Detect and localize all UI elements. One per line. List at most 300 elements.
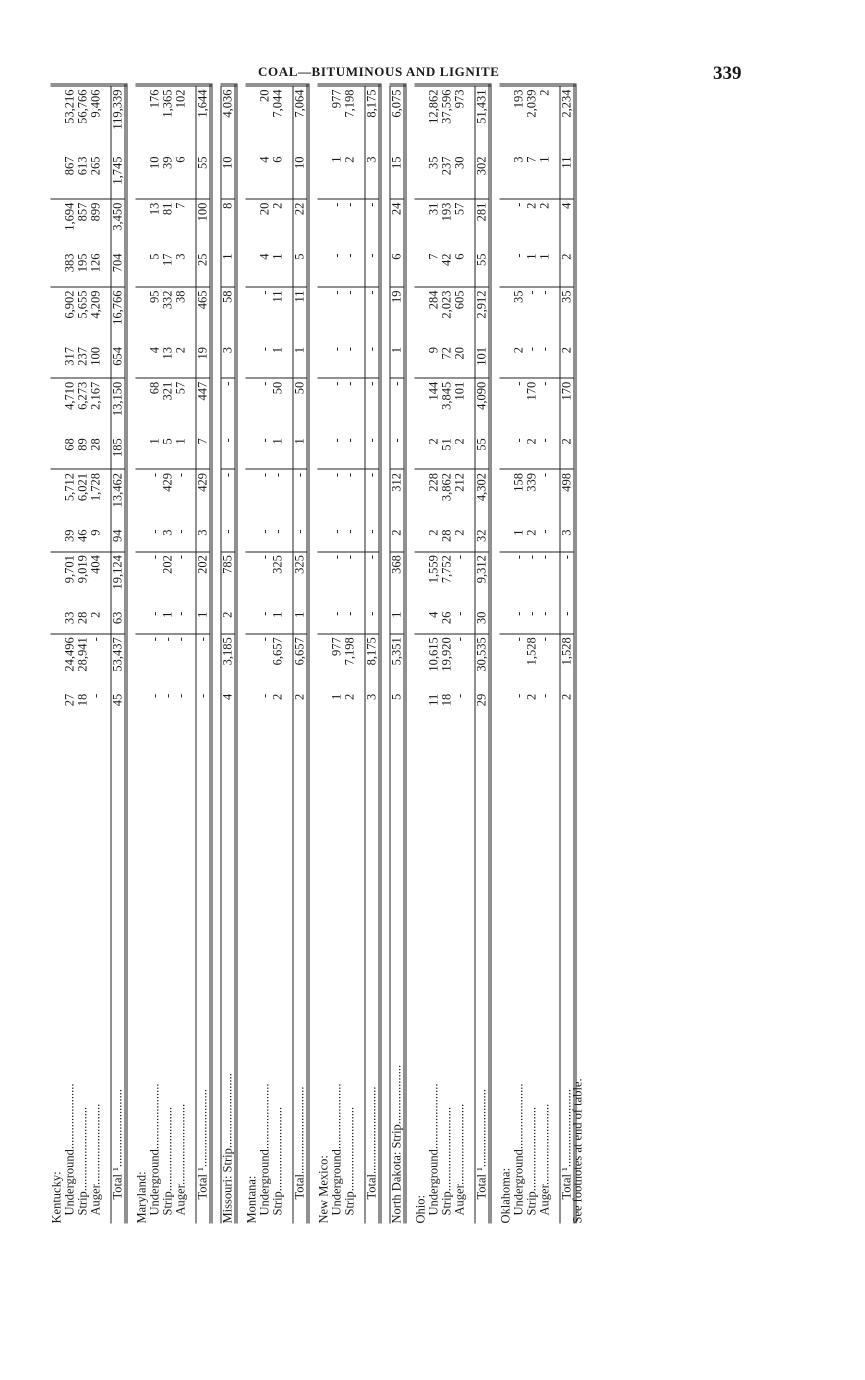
row-label — [63, 715, 76, 1223]
table-cell: 2 — [271, 199, 284, 250]
leader-dots: ........................ — [220, 1072, 234, 1148]
table-cell: - — [330, 469, 343, 526]
table-cell: - — [257, 529, 271, 534]
table-cell: 57 — [174, 378, 187, 435]
row-label-text: Underground — [329, 1148, 343, 1215]
leader-dots: ........................... — [524, 1106, 538, 1191]
row-label — [414, 715, 427, 1223]
total-cell: 2,234 — [560, 85, 575, 154]
row-label-text: Strip — [524, 1190, 538, 1215]
state-heading-row — [135, 85, 148, 1224]
total-cell: - — [221, 526, 236, 551]
table-cell: 17 — [160, 252, 174, 266]
table-cell: - — [343, 378, 356, 435]
table-cell: 2,023 — [440, 286, 453, 343]
table-cell: - — [258, 469, 271, 526]
table-cell: 7 — [426, 252, 440, 260]
total-cell: 4,036 — [221, 85, 236, 154]
table-cell: 19,920 — [440, 633, 453, 690]
row-label — [111, 715, 126, 1223]
table-cell: 9,019 — [76, 551, 89, 608]
table-cell: 1,528 — [525, 633, 538, 690]
table-cell: 89 — [75, 437, 89, 451]
table-cell: 102 — [174, 85, 187, 154]
total-cell: 2 — [390, 526, 405, 551]
table-cell: 9,701 — [63, 551, 76, 608]
table-cell: 2 — [524, 529, 538, 536]
table-cell: 202 — [161, 551, 174, 608]
table-cell: - — [538, 378, 551, 435]
total-cell: - — [365, 344, 380, 378]
table-cell: 57 — [453, 199, 466, 250]
total-cell: 8,175 — [365, 85, 380, 154]
table-cell: - — [174, 551, 187, 608]
table-cell: 193 — [440, 199, 453, 250]
total-cell: 5,351 — [390, 633, 405, 690]
leader-dots: ..................... — [147, 1082, 161, 1149]
row-label — [76, 715, 89, 1223]
total-cell: 4 — [560, 199, 575, 250]
leader-dots: ..................... — [62, 1082, 76, 1149]
leader-dots: .......................... — [173, 1103, 187, 1185]
table-cell: 857 — [76, 199, 89, 250]
table-cell: - — [525, 286, 538, 343]
table-cell: 42 — [439, 252, 453, 266]
table-cell: - — [511, 693, 525, 698]
table-cell: 317 — [62, 346, 76, 366]
table-cell: - — [511, 252, 525, 258]
table-cell: 12,862 — [427, 85, 440, 154]
row-label-text: Underground — [426, 1148, 440, 1215]
table-cell: - — [258, 633, 271, 690]
table-cell: 228 — [427, 469, 440, 526]
total-cell: 45 — [111, 690, 126, 715]
row-label-text: Underground — [257, 1148, 271, 1215]
table-row — [221, 85, 236, 1224]
table-cell: 339 — [525, 469, 538, 526]
table-cell: 28,941 — [76, 633, 89, 690]
table-cell: 1 — [270, 437, 284, 445]
row-label — [317, 715, 330, 1223]
total-cell: - — [365, 199, 380, 250]
table-cell: 2 — [426, 437, 440, 445]
total-cell: 170 — [560, 378, 575, 435]
leader-dots: ........................... — [160, 1106, 174, 1191]
total-cell: 101 — [475, 344, 490, 378]
table-cell: 2 — [511, 346, 525, 353]
total-cell: 35 — [560, 286, 575, 343]
table-cell: 6,902 — [63, 286, 76, 343]
table-cell: 56,766 — [76, 85, 89, 154]
table-cell: 2 — [173, 346, 187, 353]
table-cell: - — [147, 693, 161, 698]
table-cell: 9 — [426, 346, 440, 353]
total-cell: 55 — [196, 153, 211, 199]
table-cell: - — [148, 469, 161, 526]
table-row — [440, 85, 453, 1224]
table-cell: 20 — [452, 346, 466, 360]
total-cell: - — [196, 690, 211, 715]
table-cell: 404 — [89, 551, 102, 608]
total-cell: 11 — [560, 153, 575, 199]
total-cell: 3 — [365, 153, 380, 199]
footnote-reference: See footnotes at end of table. — [570, 1077, 584, 1223]
table-cell: 39 — [160, 156, 174, 169]
row-label-text: Auger — [537, 1184, 551, 1215]
leader-dots: .......................... — [537, 1103, 551, 1185]
table-cell: - — [537, 346, 551, 351]
total-cell: 30,535 — [475, 633, 490, 690]
total-cell: 185 — [111, 435, 126, 469]
table-cell: 68 — [62, 437, 76, 451]
row-label-text: North Dakota: Strip — [389, 1123, 403, 1223]
total-cell: 15 — [390, 153, 405, 199]
state-heading-row — [50, 85, 63, 1224]
table-cell: 101 — [453, 378, 466, 435]
table-cell: 24,496 — [63, 633, 76, 690]
table-cell: - — [161, 633, 174, 690]
total-cell: 6,657 — [293, 633, 308, 690]
table-cell: 2 — [452, 437, 466, 445]
table-cell: 13 — [160, 346, 174, 360]
table-cell: 7,752 — [440, 551, 453, 608]
table-cell: - — [330, 286, 343, 343]
total-cell: 3 — [560, 526, 575, 551]
leader-dots: ............................ — [364, 1085, 378, 1174]
row-label — [245, 715, 258, 1223]
total-cell: 19 — [390, 286, 405, 343]
total-cell: 465 — [196, 286, 211, 343]
table-cell: - — [271, 469, 284, 526]
table-cell: - — [147, 529, 161, 534]
table-cell: 7,044 — [271, 85, 284, 154]
total-cell: 7 — [196, 435, 211, 469]
table-cell: - — [173, 529, 187, 534]
total-cell: - — [560, 551, 575, 608]
row-label-text: Auger — [88, 1184, 102, 1215]
state-heading-row — [414, 85, 427, 1224]
table-cell: 429 — [161, 469, 174, 526]
leader-dots: ........................... — [75, 1106, 89, 1191]
table-row — [512, 85, 525, 1224]
total-cell: 32 — [475, 526, 490, 551]
total-cell: - — [365, 435, 380, 469]
table-cell: 20 — [258, 199, 271, 250]
total-cell: 1,745 — [111, 153, 126, 199]
total-cell: - — [293, 469, 308, 526]
state-heading-row — [245, 85, 258, 1224]
row-label — [221, 715, 236, 1223]
leader-dots: ......................... — [195, 1088, 209, 1167]
row-label — [330, 715, 343, 1223]
table-cell: 605 — [453, 286, 466, 343]
total-cell: 51,431 — [475, 85, 490, 154]
table-cell: 38 — [174, 286, 187, 343]
row-label — [161, 715, 174, 1223]
row-label-text: Total — [364, 1173, 378, 1199]
total-cell: 24 — [390, 199, 405, 250]
table-cell: 1 — [511, 529, 525, 536]
total-cell: 1 — [293, 608, 308, 633]
table-cell: 6 — [452, 252, 466, 260]
total-cell: - — [221, 435, 236, 469]
table-cell: 1,559 — [427, 551, 440, 608]
row-label-text: Total — [292, 1173, 306, 1199]
table-cell: 1,728 — [89, 469, 102, 526]
row-label-text: Strip — [439, 1190, 453, 1215]
total-cell: - — [221, 378, 236, 435]
table-row — [76, 85, 89, 1224]
table-cell: - — [173, 611, 187, 616]
table-cell: - — [538, 286, 551, 343]
table-cell: 2 — [538, 85, 551, 154]
table-cell: - — [258, 286, 271, 343]
table-cell: 899 — [89, 199, 102, 250]
table-cell: - — [257, 346, 271, 351]
table-cell: - — [257, 437, 271, 442]
table-row — [427, 85, 440, 1224]
table-cell: - — [512, 551, 525, 608]
table-cell: - — [330, 199, 343, 250]
table-cell: 53,216 — [63, 85, 76, 154]
total-cell: 7,064 — [293, 85, 308, 154]
table-cell: - — [329, 252, 343, 258]
row-label-text: New Mexico: — [316, 1154, 330, 1223]
row-label-text: Total ¹ — [195, 1166, 209, 1199]
table-cell: 100 — [88, 346, 102, 366]
table-cell: 284 — [427, 286, 440, 343]
row-label — [538, 715, 551, 1223]
total-cell: 55 — [475, 435, 490, 469]
table-cell: - — [329, 529, 343, 534]
table-cell: 383 — [62, 252, 76, 272]
leader-dots: ................... — [389, 1064, 403, 1124]
total-cell: 1 — [221, 250, 236, 287]
table-row — [148, 85, 161, 1224]
row-label — [390, 715, 405, 1223]
total-cell: - — [365, 250, 380, 287]
table-cell: 10,615 — [427, 633, 440, 690]
table-cell: 28 — [439, 529, 453, 542]
table-cell: - — [452, 693, 466, 698]
row-label — [148, 715, 161, 1223]
row-label — [525, 715, 538, 1223]
total-cell: 4,090 — [475, 378, 490, 435]
table-cell: - — [330, 551, 343, 608]
leader-dots: ......................... — [559, 1088, 573, 1167]
total-cell: 5 — [390, 690, 405, 715]
table-cell: 31 — [427, 199, 440, 250]
table-cell: 144 — [427, 378, 440, 435]
table-cell: 46 — [75, 529, 89, 542]
table-cell: - — [342, 437, 356, 442]
table-cell: 1 — [160, 611, 174, 618]
table-cell: 27 — [62, 693, 76, 706]
table-cell: 11 — [426, 693, 440, 706]
total-cell: 1 — [293, 435, 308, 469]
total-cell: 13,462 — [111, 469, 126, 526]
row-label — [135, 715, 148, 1223]
total-cell: - — [293, 526, 308, 551]
table-cell: 1 — [270, 252, 284, 260]
table-cell: - — [89, 633, 102, 690]
coal-production-table — [50, 83, 584, 1223]
table-cell: 10 — [147, 156, 161, 169]
total-cell: 2 — [560, 690, 575, 715]
table-cell: 33 — [62, 611, 76, 624]
rotated-table-container — [50, 83, 605, 1223]
total-cell: 281 — [475, 199, 490, 250]
row-label — [89, 715, 102, 1223]
leader-dots: .......................... — [88, 1103, 102, 1185]
row-label-text: Auger — [173, 1184, 187, 1215]
table-row — [475, 85, 490, 1224]
total-cell: 1,528 — [560, 633, 575, 690]
total-cell: - — [560, 608, 575, 633]
table-cell: - — [512, 199, 525, 250]
total-cell: 429 — [196, 469, 211, 526]
total-cell: 1 — [196, 608, 211, 633]
total-cell: - — [390, 435, 405, 469]
row-label-text: Strip — [160, 1190, 174, 1215]
table-cell: - — [258, 551, 271, 608]
total-cell: 55 — [475, 250, 490, 287]
table-cell: - — [330, 378, 343, 435]
table-cell: 20 — [258, 85, 271, 154]
running-header-title: COAL—BITUMINOUS AND LIGNITE — [258, 64, 500, 79]
table-cell: 237 — [439, 156, 453, 175]
table-cell: 1 — [173, 437, 187, 445]
table-cell: - — [537, 529, 551, 534]
table-cell: 11 — [271, 286, 284, 343]
table-cell: 1,694 — [63, 199, 76, 250]
table-cell: - — [511, 611, 525, 616]
table-row — [89, 85, 102, 1224]
table-cell: 5 — [147, 252, 161, 260]
table-cell: 9,406 — [89, 85, 102, 154]
total-cell: 19 — [196, 344, 211, 378]
leader-dots: ........................... — [439, 1106, 453, 1191]
total-cell: - — [365, 526, 380, 551]
table-cell: - — [342, 611, 356, 616]
total-cell: 447 — [196, 378, 211, 435]
total-cell: 2 — [560, 344, 575, 378]
total-cell: 368 — [390, 551, 405, 608]
row-label — [512, 715, 525, 1223]
total-cell: 53,437 — [111, 633, 126, 690]
table-cell: - — [342, 252, 356, 258]
table-cell: 1 — [270, 611, 284, 618]
table-row — [525, 85, 538, 1224]
total-cell: 1,644 — [196, 85, 211, 154]
table-cell: 18 — [75, 693, 89, 706]
total-cell: 654 — [111, 344, 126, 378]
table-cell: - — [257, 611, 271, 616]
row-label-text: Total ¹ — [110, 1166, 124, 1199]
total-cell: 704 — [111, 250, 126, 287]
table-cell: 2 — [342, 156, 356, 163]
state-heading-row — [499, 85, 512, 1224]
total-cell: 6,075 — [390, 85, 405, 154]
table-cell: 158 — [512, 469, 525, 526]
table-cell: - — [525, 551, 538, 608]
table-cell: - — [537, 693, 551, 698]
table-cell: 72 — [439, 346, 453, 360]
total-cell: 19,124 — [111, 551, 126, 608]
table-cell: 1 — [147, 437, 161, 445]
table-row — [258, 85, 271, 1224]
total-cell: - — [390, 378, 405, 435]
table-cell: - — [453, 551, 466, 608]
row-label-text: Montana: — [244, 1175, 258, 1223]
leader-dots: ..................... — [426, 1082, 440, 1149]
table-cell: 3,862 — [440, 469, 453, 526]
total-cell: 25 — [196, 250, 211, 287]
row-label-text: Ohio: — [413, 1194, 427, 1223]
table-cell: 95 — [148, 286, 161, 343]
table-cell: - — [453, 633, 466, 690]
leader-dots: .......................... — [452, 1103, 466, 1185]
table-cell: 2 — [88, 611, 102, 618]
leader-dots: ......................... — [110, 1088, 124, 1167]
total-cell: 785 — [221, 551, 236, 608]
total-cell: 30 — [475, 608, 490, 633]
row-label — [196, 715, 211, 1223]
table-cell: 4,710 — [63, 378, 76, 435]
table-cell: - — [148, 551, 161, 608]
table-cell: 7,198 — [343, 633, 356, 690]
table-cell: - — [343, 199, 356, 250]
table-cell: 4 — [257, 156, 271, 163]
total-cell: 9,312 — [475, 551, 490, 608]
table-cell: 9 — [88, 529, 102, 536]
total-cell: - — [365, 378, 380, 435]
total-cell: 11 — [293, 286, 308, 343]
table-cell: - — [512, 633, 525, 690]
table-cell: 613 — [75, 156, 89, 175]
table-cell: - — [511, 437, 525, 442]
table-cell: - — [174, 469, 187, 526]
total-cell: 50 — [293, 378, 308, 435]
table-cell: 6 — [270, 156, 284, 163]
total-cell: 312 — [390, 469, 405, 526]
total-cell: 3,185 — [221, 633, 236, 690]
table-cell: 3 — [173, 252, 187, 260]
table-cell: 7 — [524, 156, 538, 163]
leader-dots: ........................... — [270, 1106, 284, 1191]
table-cell: - — [538, 633, 551, 690]
total-cell: 302 — [475, 153, 490, 199]
table-row — [161, 85, 174, 1224]
table-cell: - — [538, 469, 551, 526]
table-cell: 977 — [330, 633, 343, 690]
total-cell: - — [365, 469, 380, 526]
table-cell: 5,655 — [76, 286, 89, 343]
table-cell: 332 — [161, 286, 174, 343]
table-cell: 2 — [452, 529, 466, 536]
table-cell: 35 — [426, 156, 440, 169]
table-cell: - — [329, 437, 343, 442]
table-cell: 977 — [330, 85, 343, 154]
row-label — [271, 715, 284, 1223]
table-cell: - — [174, 633, 187, 690]
table-row — [271, 85, 284, 1224]
table-cell: 2 — [525, 199, 538, 250]
row-label — [50, 715, 63, 1223]
table-cell: - — [258, 378, 271, 435]
table-cell: 30 — [452, 156, 466, 169]
row-label — [427, 715, 440, 1223]
